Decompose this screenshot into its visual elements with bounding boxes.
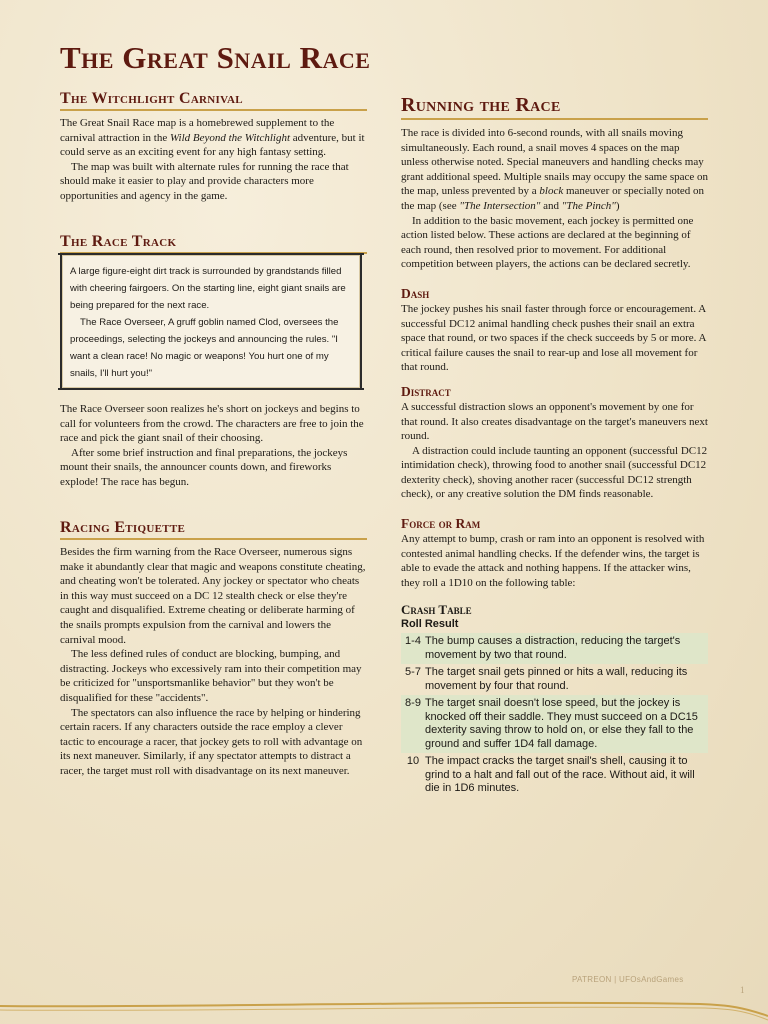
- paragraph: A distraction could include taunting an opponent (successful DC12 intimidation check), throwing food to another snail (successful DC12 dexterity check), shoving another racer (successful DC12 strength check), or any creative solution the DM finds reasonable.: [401, 444, 708, 501]
- subsection-heading-force-or-ram: Force or Ram: [401, 516, 481, 532]
- section-race-track: [60, 233, 367, 254]
- paragraph: The jockey pushes his snail faster through force or encouragement. A successful DC12 animal handling check pushes their snail an extra space that round, or two spaces if the check succeeds by 5 or more. A critical failure causes the snail to rear-up and lose all movement for that round.: [401, 302, 706, 374]
- table-row: [401, 753, 708, 798]
- section-heading: Running the Race: [401, 94, 708, 120]
- section-running-the-race: [401, 94, 708, 798]
- box-paragraph: A large figure-eight dirt track is surrounded by grandstands filled with cheering fairgoers. On the starting line, eight giant snails are being prepared for the next race.: [70, 266, 346, 311]
- paragraph: [60, 116, 367, 160]
- paragraph: The Race Overseer soon realizes he's short on jockeys and begins to call for volunteers from the crowd. The characters are free to join the race and pick the giant snail of their choosing.: [60, 403, 364, 445]
- table-row: [401, 695, 708, 753]
- text: and: [540, 199, 562, 212]
- section-racing-etiquette: [60, 519, 367, 779]
- text: The Great Snail Race map is a homebrewed supplement to the carnival attraction in the: [60, 117, 335, 144]
- paragraph: The less defined rules of conduct are blocking, bumping, and distracting. Jockeys who excessively ram into their competition may be criticized for "unsportsmanlike behavior" but they won't be disqualified for these "accidents".: [60, 648, 362, 704]
- text: ): [615, 199, 620, 212]
- paragraph: Besides the firm warning from the Race Overseer, numerous signs make it abundantly clear that magic and weapons constitute cheating, and cheating won't be tolerated. Any jockey or spectator who cheats in this way must succeed on a DC 12 stealth check or else they're caught and disqualified. Extreme cheating or deliberate harming of the snails prompts expulsion from the carnival and lowers the carnival mood.: [60, 546, 366, 646]
- paragraph: The map was built with alternate rules for running the race that should make it easier to play and provide characters more opportunities and agency in the game.: [60, 160, 349, 202]
- roll-cell: 1-4: [405, 635, 421, 648]
- italic-text: "The Intersection": [459, 199, 541, 212]
- roll-cell: 8-9: [405, 697, 421, 710]
- table-row: [401, 633, 708, 664]
- text: adventure, but it could serve as an exciting event for any high fantasy setting.: [60, 131, 365, 159]
- footer-credit: PATREON | UFOsAndGames: [572, 975, 684, 984]
- italic-text: block: [539, 185, 564, 198]
- table-row: [401, 664, 708, 695]
- box-paragraph: The Race Overseer, A gruff goblin named Clod, oversees the proceedings, selecting the jockeys and announcing the rules. "I want a clean race! No magic or weapons! You hurt one of my snails, I'll hurt you!": [70, 317, 339, 379]
- subsection-heading-dash: Dash: [401, 285, 430, 301]
- section-witchlight-carnival: [60, 90, 367, 204]
- section-heading: Racing Etiquette: [60, 519, 367, 540]
- paragraph: In addition to the basic movement, each jockey is permitted one action listed below. These actions are declared at the beginning of each round, then resolved prior to movement. For additional competition between players, the actions can be declared secretly.: [401, 214, 694, 271]
- result-cell: The target snail gets pinned or hits a wall, reducing its movement by four that round.: [425, 666, 688, 692]
- subsection-heading-distract: Distract: [401, 383, 451, 399]
- paragraph: A successful distraction slows an opponent's movement by one for that round. It also creates disadvantage on the target's maneuvers next round.: [401, 400, 708, 443]
- result-cell: The target snail doesn't lose speed, but the jockey is knocked off their saddle. They must succeed on a DC15 dexterity saving throw to hold on, or else they fall to the ground and suffer 1D4 fall damage.: [425, 697, 698, 750]
- text: The race is divided into 6-second rounds, with all snails moving simultaneously. Each round, a snail moves 4 spaces on the map unless otherwise noted. Special maneuvers and handling checks may grant additional speed. Multiple snails may occupy the same space on the map, unless prevented by a: [401, 127, 709, 198]
- table-title: Crash Table: [401, 602, 472, 618]
- paragraph: The spectators can also influence the race by helping or hindering certain racers. If any characters outside the race employ a clever tactic to encourage a racer, that jockey gets to roll with advantage on its next maneuver. Similarly, if any spectator attempts to distract a racer, the target must roll with disadvantage on its next maneuver.: [60, 706, 363, 777]
- crash-table: [401, 602, 708, 798]
- text: maneuver or specially noted on the map (see: [401, 185, 705, 212]
- page-number: 1: [740, 985, 745, 995]
- result-cell: The bump causes a distraction, reducing the target's movement by two that round.: [425, 635, 681, 661]
- italic-text: Wild Beyond the Witchlight: [169, 131, 291, 144]
- roll-cell: 10: [406, 755, 420, 768]
- roll-cell: 5-7: [405, 666, 421, 679]
- race-track-text: [60, 402, 367, 490]
- table-header: Roll Result: [401, 618, 459, 631]
- paragraph: [401, 126, 708, 214]
- paragraph: After some brief instruction and final preparations, the jockeys mount their snails, the announcer counts down, and fireworks explode! The race has begun.: [60, 446, 348, 488]
- section-heading: The Witchlight Carnival: [60, 90, 367, 111]
- paragraph: Any attempt to bump, crash or ram into an opponent is resolved with contested animal handling checks. If the defender wins, the target is able to evade the attack and nothing happens. If the attacker wins, they roll a 1D10 on the following table:: [401, 533, 705, 589]
- read-aloud-box: [60, 255, 362, 388]
- result-cell: The impact cracks the target snail's shell, causing it to grind to a halt and fall out of the race. Without aid, it will die in 1D6 minutes.: [425, 755, 695, 795]
- italic-text: "The Pinch": [561, 199, 616, 212]
- footer-ornament: [0, 996, 768, 1024]
- section-heading: The Race Track: [60, 233, 367, 254]
- page-title: The Great Snail Race: [60, 40, 371, 75]
